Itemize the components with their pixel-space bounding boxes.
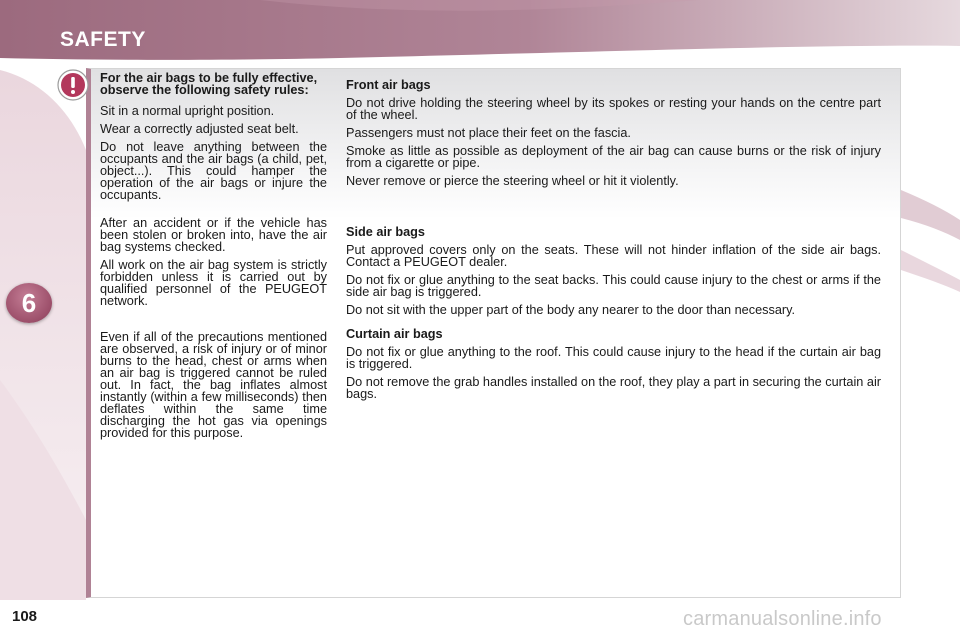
after-accident-note: After an accident or if the vehicle has been stolen or broken into, have the air bag systems checked. <box>100 216 327 254</box>
page-number: 108 <box>12 608 38 625</box>
exclamation-warning-icon <box>57 69 89 101</box>
safety-rule: Sit in a normal upright position. <box>100 104 275 118</box>
side-air-bags-paragraph: Do not sit with the upper part of the body any nearer to the door than necessary. <box>346 303 796 317</box>
front-air-bags-heading: Front air bags <box>346 78 431 92</box>
side-air-bags-paragraph: Put approved covers only on the seats. These will not hinder inflation of the side air bags. Contact a PEUGEOT dealer. <box>346 243 881 269</box>
safety-rules-column <box>100 72 327 445</box>
safety-rules-heading: For the air bags to be fully effective, observe the following safety rules: <box>100 71 318 97</box>
watermark-text: carmanualsonline.info <box>683 608 882 630</box>
curtain-air-bags-heading: Curtain air bags <box>346 327 443 341</box>
side-air-bags-paragraph: Do not fix or glue anything to the seat backs. This could cause injury to the chest or arms if the side air bag is triggered. <box>346 273 881 299</box>
safety-rule: Wear a correctly adjusted seat belt. <box>100 122 299 136</box>
precaution-note: Even if all of the precautions mentioned are observed, a risk of injury or of minor burns to the head, chest or arms when an air bag is triggered cannot be ruled out. In fact, the bag inflates almost instantly (within a few milliseconds) then deflates within the same time discharging the hot gas via openings provided for this purpose. <box>100 330 327 440</box>
front-air-bags-paragraph: Never remove or pierce the steering wheel or hit it violently. <box>346 174 679 188</box>
maintenance-note: All work on the air bag system is strictly forbidden unless it is carried out by qualified personnel of the PEUGEOT network. <box>100 258 327 308</box>
curtain-air-bags-paragraph: Do not remove the grab handles installed on the roof, they play a part in securing the curtain air bags. <box>346 375 881 401</box>
front-air-bags-paragraph: Passengers must not place their feet on the fascia. <box>346 126 631 140</box>
front-air-bags-paragraph: Do not drive holding the steering wheel by its spokes or resting your hands on the centre part of the wheel. <box>346 96 881 122</box>
side-air-bags-heading: Side air bags <box>346 225 425 239</box>
air-bag-sections-column <box>346 79 881 406</box>
right-swoosh <box>901 190 960 240</box>
right-swoosh-2 <box>901 250 960 292</box>
curtain-air-bags-paragraph: Do not fix or glue anything to the roof. This could cause injury to the head if the curtain air bag is triggered. <box>346 345 881 371</box>
safety-rule: Do not leave anything between the occupants and the air bags (a child, pet, object...). This could hamper the operation of the air bags or injure the occupants. <box>100 140 327 202</box>
front-air-bags-paragraph: Smoke as little as possible as deployment of the air bag can cause burns or the risk of injury from a cigarette or pipe. <box>346 144 881 170</box>
chapter-badge: 6 <box>6 283 52 323</box>
page-title: SAFETY <box>60 28 146 51</box>
